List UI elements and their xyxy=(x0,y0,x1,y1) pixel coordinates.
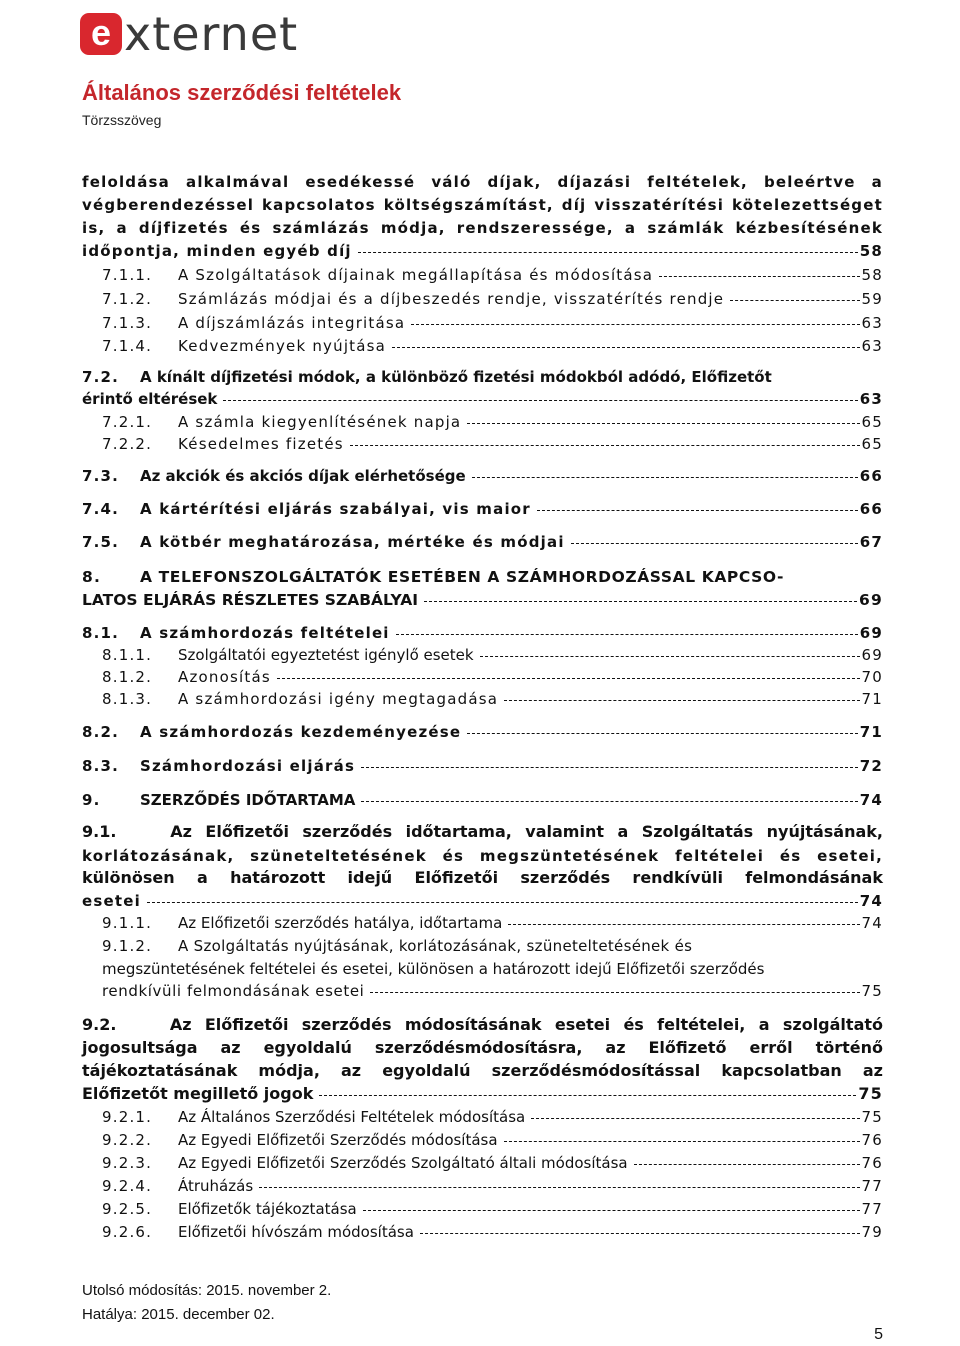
toc-leader xyxy=(571,543,858,544)
toc-leader xyxy=(480,656,860,657)
toc-entry-number: 9.2.5. xyxy=(102,1200,153,1218)
toc-entry[interactable] xyxy=(82,241,883,261)
toc-entry[interactable] xyxy=(82,499,883,519)
toc-entry-title: Az Egyedi Előfizetői Szerződés Szolgáltató általi módosítása xyxy=(178,1154,628,1172)
toc-leader xyxy=(411,324,859,325)
toc-entry[interactable] xyxy=(102,265,883,285)
toc-leader xyxy=(361,801,857,802)
toc-entry-title: Az Előfizetői szerződés módosításának esetei és feltételei, a szolgáltató xyxy=(169,1015,884,1034)
toc-text-line: feloldása alkalmával esedékessé váló díjak, díjazási feltételek, beleértve a xyxy=(82,173,883,191)
toc-entry-number: 9.2. xyxy=(82,1015,117,1034)
toc-entry[interactable] xyxy=(102,913,883,933)
toc-entry[interactable] xyxy=(102,645,883,665)
toc-entry-title: rendkívüli felmondásának esetei xyxy=(102,982,365,1000)
toc-entry-number: 9.2.4. xyxy=(102,1177,153,1195)
toc-entry-number: 8.1.2. xyxy=(102,668,153,686)
toc-entry-page: 58 xyxy=(861,266,883,284)
toc-leader xyxy=(396,634,858,635)
toc-leader xyxy=(361,767,858,768)
toc-entry-page: 72 xyxy=(859,757,883,775)
toc-entry-number: 7.5. xyxy=(82,533,120,551)
toc-entry-page: 66 xyxy=(859,500,883,518)
document-subtitle: Törzsszöveg xyxy=(82,112,162,128)
toc-entry-page: 63 xyxy=(861,337,883,355)
toc-entry-number: 9.2.2. xyxy=(102,1131,153,1149)
toc-entry-number: 7.2.1. xyxy=(102,413,153,431)
toc-leader xyxy=(467,423,859,424)
toc-entry-title: Az Egyedi Előfizetői Szerződés módosítása xyxy=(178,1131,498,1149)
toc-entry-number: 7.1.4. xyxy=(102,337,153,355)
toc-entry-number: 8.2. xyxy=(82,723,120,741)
toc-entry[interactable] xyxy=(82,623,883,643)
toc-entry-continuation[interactable] xyxy=(82,590,883,610)
toc-leader xyxy=(424,601,857,602)
toc-entry[interactable] xyxy=(102,1153,883,1173)
toc-entry[interactable] xyxy=(82,532,883,552)
toc-entry-title: A számla kiegyenlítésének napja xyxy=(178,413,462,431)
externet-logo xyxy=(80,6,298,62)
toc-leader xyxy=(467,733,857,734)
toc-leader xyxy=(659,276,859,277)
toc-entry[interactable] xyxy=(82,1015,883,1035)
toc-entry[interactable] xyxy=(82,722,883,742)
toc-leader xyxy=(277,678,860,679)
toc-entry-title: Előfizetők tájékoztatása xyxy=(178,1200,357,1218)
toc-entry[interactable] xyxy=(102,412,883,432)
toc-entry[interactable] xyxy=(102,1199,883,1219)
toc-leader xyxy=(634,1164,860,1165)
toc-entry-title: A TELEFONSZOLGÁLTATÓK ESETÉBEN A SZÁMHORDOZÁSSAL KAPCSO- xyxy=(140,568,784,586)
toc-entry-page: 59 xyxy=(861,290,883,308)
toc-entry-title: A kínált díjfizetési módok, a különböző fizetési módokból adódó, Előfizetőt xyxy=(140,368,772,386)
toc-entry-title: Számhordozási eljárás xyxy=(140,757,356,775)
toc-entry[interactable] xyxy=(82,790,883,810)
toc-entry-number: 7.1.2. xyxy=(102,290,153,308)
toc-entry-continuation[interactable] xyxy=(82,891,883,911)
toc-text-line: jogosultsága az egyoldalú szerződésmódosításra, az Előfizető erről történő xyxy=(82,1038,883,1057)
toc-entry-number: 9.2.3. xyxy=(102,1154,153,1172)
toc-entry[interactable] xyxy=(82,367,883,387)
toc-entry-page: 71 xyxy=(859,723,883,741)
toc-entry-number: 9.1.1. xyxy=(102,914,153,932)
toc-entry-page: 75 xyxy=(861,1108,883,1126)
toc-entry-page: 79 xyxy=(861,1223,883,1241)
toc-entry-title: SZERZŐDÉS IDŐTARTAMA xyxy=(140,791,356,809)
toc-entry-number: 7.1.1. xyxy=(102,266,153,284)
toc-entry[interactable] xyxy=(102,936,883,956)
toc-entry-title: A számhordozási igény megtagadása xyxy=(178,690,499,708)
toc-leader xyxy=(504,1141,860,1142)
toc-entry-number: 8. xyxy=(82,568,102,586)
toc-entry-number: 7.4. xyxy=(82,500,120,518)
toc-entry-number: 9.2.1. xyxy=(102,1108,153,1126)
toc-entry-continuation[interactable] xyxy=(82,1084,883,1104)
toc-entry-number: 9. xyxy=(82,791,101,809)
toc-entry-title: érintő eltérések xyxy=(82,390,218,408)
toc-entry-page: 76 xyxy=(861,1131,883,1149)
toc-entry-page: 67 xyxy=(859,533,883,551)
toc-entry-number: 9.1. xyxy=(82,822,117,841)
toc-entry-page: 69 xyxy=(859,591,883,609)
toc-entry-page: 74 xyxy=(859,892,883,910)
toc-text-line: különösen a határozott idejű Előfizetői szerződés rendkívüli felmondásának xyxy=(82,868,883,887)
toc-leader xyxy=(392,347,859,348)
toc-entry-title: Az Előfizetői szerződés időtartama, valamint a Szolgáltatás nyújtásának, xyxy=(170,822,883,841)
toc-entry-title: időpontja, minden egyéb díj xyxy=(82,242,352,260)
toc-entry-page: 71 xyxy=(861,690,883,708)
toc-entry-title: Előfizetőt megillető jogok xyxy=(82,1084,314,1103)
toc-entry-number: 7.2. xyxy=(82,368,120,386)
toc-entry[interactable] xyxy=(102,1222,883,1242)
toc-leader xyxy=(472,477,858,478)
toc-entry-title: A kártérítési eljárás szabályai, vis maior xyxy=(140,500,531,518)
toc-entry-number: 9.1.2. xyxy=(102,937,153,955)
toc-leader xyxy=(730,300,859,301)
toc-entry-title: Azonosítás xyxy=(178,668,271,686)
toc-entry-title: Szolgáltatói egyeztetést igénylő esetek xyxy=(178,646,474,664)
toc-leader xyxy=(223,400,857,401)
toc-entry-page: 74 xyxy=(861,914,883,932)
toc-text-line: tájékoztatásának módja, az egyoldalú szerződésmódosítással kapcsolatban az xyxy=(82,1061,883,1080)
toc-entry-title: A számhordozás feltételei xyxy=(140,624,390,642)
toc-entry[interactable] xyxy=(102,313,883,333)
toc-entry-number: 8.1.3. xyxy=(102,690,153,708)
toc-leader xyxy=(508,924,859,925)
toc-entry-page: 74 xyxy=(859,791,883,809)
toc-entry-title: Átruházás xyxy=(178,1177,254,1195)
toc-leader xyxy=(358,252,858,253)
toc-entry-number: 8.1. xyxy=(82,624,120,642)
toc-entry-page: 69 xyxy=(861,646,883,664)
toc-text-line xyxy=(102,959,883,979)
toc-entry-title: Előfizetői hívószám módosítása xyxy=(178,1223,414,1241)
toc-entry-page: 77 xyxy=(861,1200,883,1218)
toc-leader xyxy=(147,902,858,903)
toc-entry[interactable] xyxy=(102,1176,883,1196)
toc-entry-continuation[interactable] xyxy=(82,389,883,409)
toc-entry[interactable] xyxy=(102,289,883,309)
document-title: Általános szerződési feltételek xyxy=(82,80,402,105)
toc-entry-title: LATOS ELJÁRÁS RÉSZLETES SZABÁLYAI xyxy=(82,591,418,609)
toc-entry[interactable] xyxy=(102,689,883,709)
toc-leader xyxy=(420,1233,860,1234)
toc-entry-page: 69 xyxy=(859,624,883,642)
page-number: 5 xyxy=(874,1326,883,1343)
toc-entry-title: A számhordozás kezdeményezése xyxy=(140,723,462,741)
toc-entry-number: 8.3. xyxy=(82,757,120,775)
toc-entry-title: A Szolgáltatások díjainak megállapítása és módosítása xyxy=(178,266,654,284)
toc-leader xyxy=(531,1118,859,1119)
toc-text-line: korlátozásának, szüneteltetésének és megszüntetésének feltételei és esetei, xyxy=(82,847,883,865)
footer-effective-date: Hatálya: 2015. december 02. xyxy=(82,1306,275,1323)
toc-entry-title: A díjszámlázás integritása xyxy=(178,314,406,332)
toc-entry[interactable] xyxy=(82,756,883,776)
footer-modified-date: Utolsó módosítás: 2015. november 2. xyxy=(82,1282,332,1299)
toc-entry-number: 9.2.6. xyxy=(102,1223,153,1241)
toc-entry[interactable] xyxy=(102,1130,883,1150)
toc-entry-page: 70 xyxy=(861,668,883,686)
toc-entry-number: 7.3. xyxy=(82,467,120,485)
toc-text-line: végberendezéssel kapcsolatos költségszámítást, díj visszatérítési kötelezettséget xyxy=(82,196,883,214)
toc-leader xyxy=(504,700,859,701)
toc-entry[interactable] xyxy=(102,336,883,356)
toc-entry-title: Az akciók és akciós díjak elérhetősége xyxy=(140,467,466,485)
toc-entry-number: 8.1.1. xyxy=(102,646,153,664)
logo-mark: e xyxy=(80,13,122,55)
toc-entry-page: 58 xyxy=(859,242,883,260)
toc-entry-page: 66 xyxy=(859,467,883,485)
toc-entry-number: 7.2.2. xyxy=(102,435,153,453)
toc-entry-page: 75 xyxy=(858,1084,883,1103)
toc-entry-title: Az Általános Szerződési Feltételek módosítása xyxy=(178,1108,526,1126)
toc-entry-title: Az Előfizetői szerződés hatálya, időtartama xyxy=(178,914,503,932)
toc-entry-page: 77 xyxy=(861,1177,883,1195)
toc-leader xyxy=(350,445,860,446)
logo-text: xternet xyxy=(124,7,299,61)
toc-leader xyxy=(259,1187,859,1188)
toc-entry-title: Kedvezmények nyújtása xyxy=(178,337,387,355)
toc-entry-page: 63 xyxy=(861,314,883,332)
toc-entry-number: 7.1.3. xyxy=(102,314,153,332)
toc-entry-page: 76 xyxy=(861,1154,883,1172)
toc-entry-continuation[interactable] xyxy=(102,981,883,1001)
toc-entry-page: 75 xyxy=(861,982,883,1000)
toc-entry[interactable] xyxy=(82,822,883,842)
toc-entry[interactable] xyxy=(102,1107,883,1127)
toc-entry[interactable] xyxy=(102,434,883,454)
toc-text-line: is, a díjfizetés és számlázás módja, rendszeressége, a számlák kézbesítésének xyxy=(82,219,883,237)
toc-entry[interactable] xyxy=(82,567,883,587)
toc-entry-page: 65 xyxy=(861,435,883,453)
toc-entry-title: Számlázás módjai és a díjbeszedés rendje, visszatérítés rendje xyxy=(178,290,725,308)
toc-entry-title: A kötbér meghatározása, mértéke és módjai xyxy=(140,533,565,551)
toc-entry-title: Késedelmes fizetés xyxy=(178,435,344,453)
toc-leader xyxy=(537,510,858,511)
toc-leader xyxy=(363,1210,860,1211)
toc-leader xyxy=(319,1095,856,1096)
toc-entry-page: 63 xyxy=(859,390,883,408)
toc-entry-title: A Szolgáltatás nyújtásának, korlátozásának, szüneteltetésének és xyxy=(178,937,693,955)
toc-entry[interactable] xyxy=(82,466,883,486)
toc-leader xyxy=(370,992,859,993)
toc-entry-title: megszüntetésének feltételei és esetei, különösen a határozott idejű Előfizetői szerződés xyxy=(102,960,765,978)
toc-entry-title: esetei xyxy=(82,892,141,910)
toc-entry[interactable] xyxy=(102,667,883,687)
toc-entry-page: 65 xyxy=(861,413,883,431)
